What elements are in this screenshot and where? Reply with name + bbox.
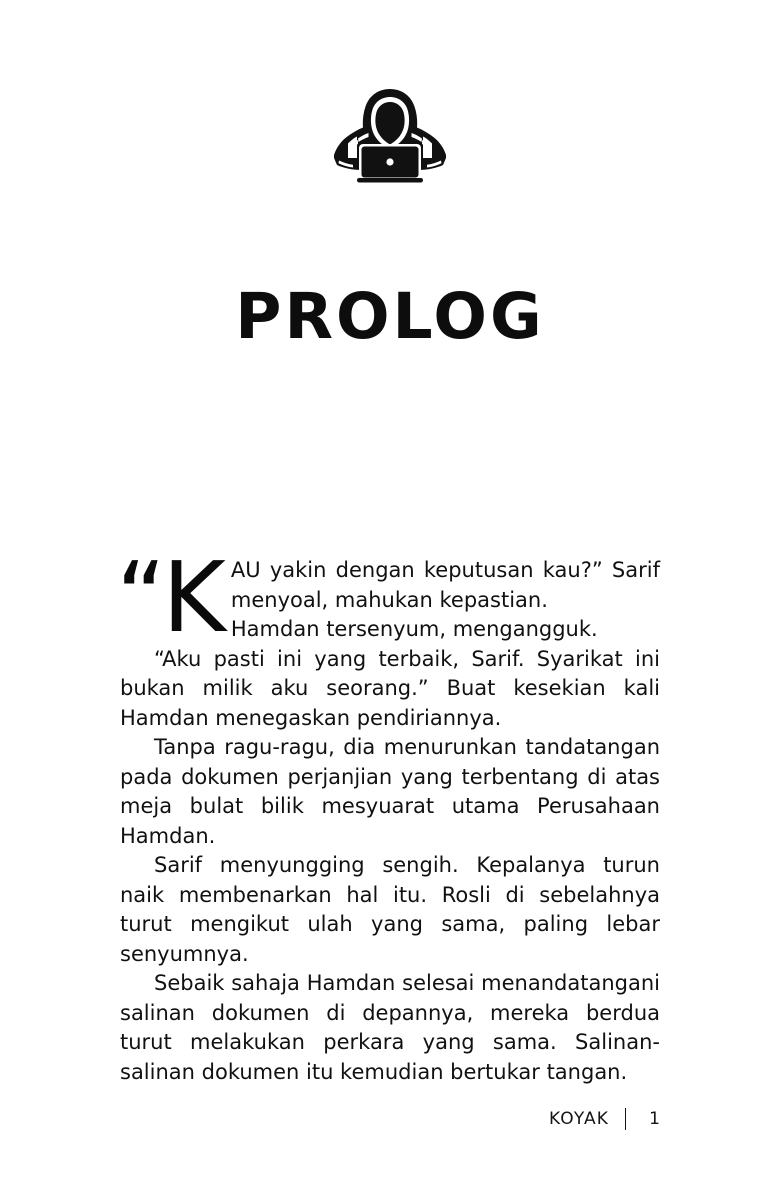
paragraph-text: Sebaik sahaja Hamdan selesai menandatangani salinan dokumen di depannya, mereka berdua turut melakukan perkara yang sama. Salinan-salinan dokumen itu kemudian bertukar tangan.	[120, 971, 660, 1084]
footer-book-title: KOYAK	[548, 1109, 609, 1129]
chapter-emblem	[0, 88, 780, 184]
paragraph	[120, 969, 660, 1087]
paragraph	[120, 733, 660, 851]
paragraph-text: Sarif menyungging sengih. Kepalanya turun naik membenarkan hal itu. Rosli di sebelahnya turut mengikut ulah yang sama, paling lebar senyumnya.	[120, 853, 660, 966]
opening-quote-glyph: “	[116, 541, 163, 654]
paragraph	[120, 851, 660, 969]
body-text	[116, 541, 660, 1087]
footer-divider	[625, 1108, 626, 1130]
paragraph-text: “Aku pasti ini yang terbaik, Sarif. Syarikat ini bukan milik aku seorang.” Buat kesekian kali Hamdan menegaskan pendiriannya.	[120, 646, 660, 730]
paragraph	[120, 645, 660, 734]
paragraph-text: Hamdan tersenyum, mengangguk.	[230, 617, 598, 641]
page-footer	[0, 1108, 660, 1130]
drop-cap-letter: K	[162, 541, 225, 654]
page-number: 1	[649, 1109, 660, 1129]
drop-cap	[116, 541, 225, 654]
paragraph-text: AU yakin dengan keputusan kau?” Sarif menyoal, mahukan kepastian.	[230, 558, 660, 612]
hacker-hooded-figure-laptop-icon	[331, 88, 449, 184]
page-title: PROLOG	[235, 280, 545, 354]
paragraph-text: Tanpa ragu-ragu, dia menurunkan tandatangan pada dokumen perjanjian yang terbentang di atas meja bulat bilik mesyuarat utama Perusahaan Hamdan.	[120, 735, 660, 848]
